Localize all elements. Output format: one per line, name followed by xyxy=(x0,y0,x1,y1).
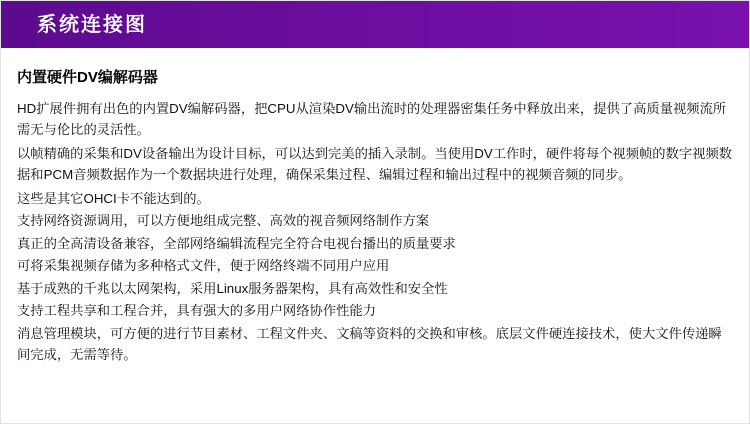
paragraph-7: 基于成熟的千兆以太网架构，采用Linux服务器架构，具有高效性和安全性 xyxy=(17,280,448,296)
paragraph-9: 消息管理模块，可方便的进行节目素材、工程文件夹、文稿等资料的交换和审核。底层文件硬连接技术，使大文件传递瞬间完成，无需等待。 xyxy=(17,325,722,363)
paragraph-6: 可将采集视频存储为多种格式文件，便于网络终端不同用户应用 xyxy=(17,258,390,274)
paragraph-1: HD扩展件拥有出色的内置DV编解码器，把CPU从渲染DV输出流时的处理器密集任务中释放出来，提供了高质量视频流所需无与伦比的灵活性。 xyxy=(17,100,727,138)
paragraph-8: 支持工程共享和工程合并，具有强大的多用户网络协作性能力 xyxy=(17,303,377,319)
paragraph-3: 这些是其它OHCI卡不能达到的。 xyxy=(17,190,210,206)
paragraph-5: 真正的全高清设备兼容，全部网络编辑流程完全符合电视台播出的质量要求 xyxy=(17,235,456,251)
paragraph-4: 支持网络资源调用，可以方便地组成完整、高效的视音频网络制作方案 xyxy=(17,213,430,229)
paragraph-2: 以帧精确的采集和DV设备输出为设计目标，可以达到完美的插入录制。当使用DV工作时，硬件将每个视频帧的数字视频数据和PCM音频数据作为一个数据块进行处理，确保采集过程、编辑过程和输出过程中的视频音频的同步。 xyxy=(17,145,733,183)
section-heading: 内置硬件DV编解码器 xyxy=(17,69,158,86)
banner-title: 系统连接图 xyxy=(37,13,147,36)
section-banner xyxy=(1,1,749,48)
document-content xyxy=(1,48,749,366)
